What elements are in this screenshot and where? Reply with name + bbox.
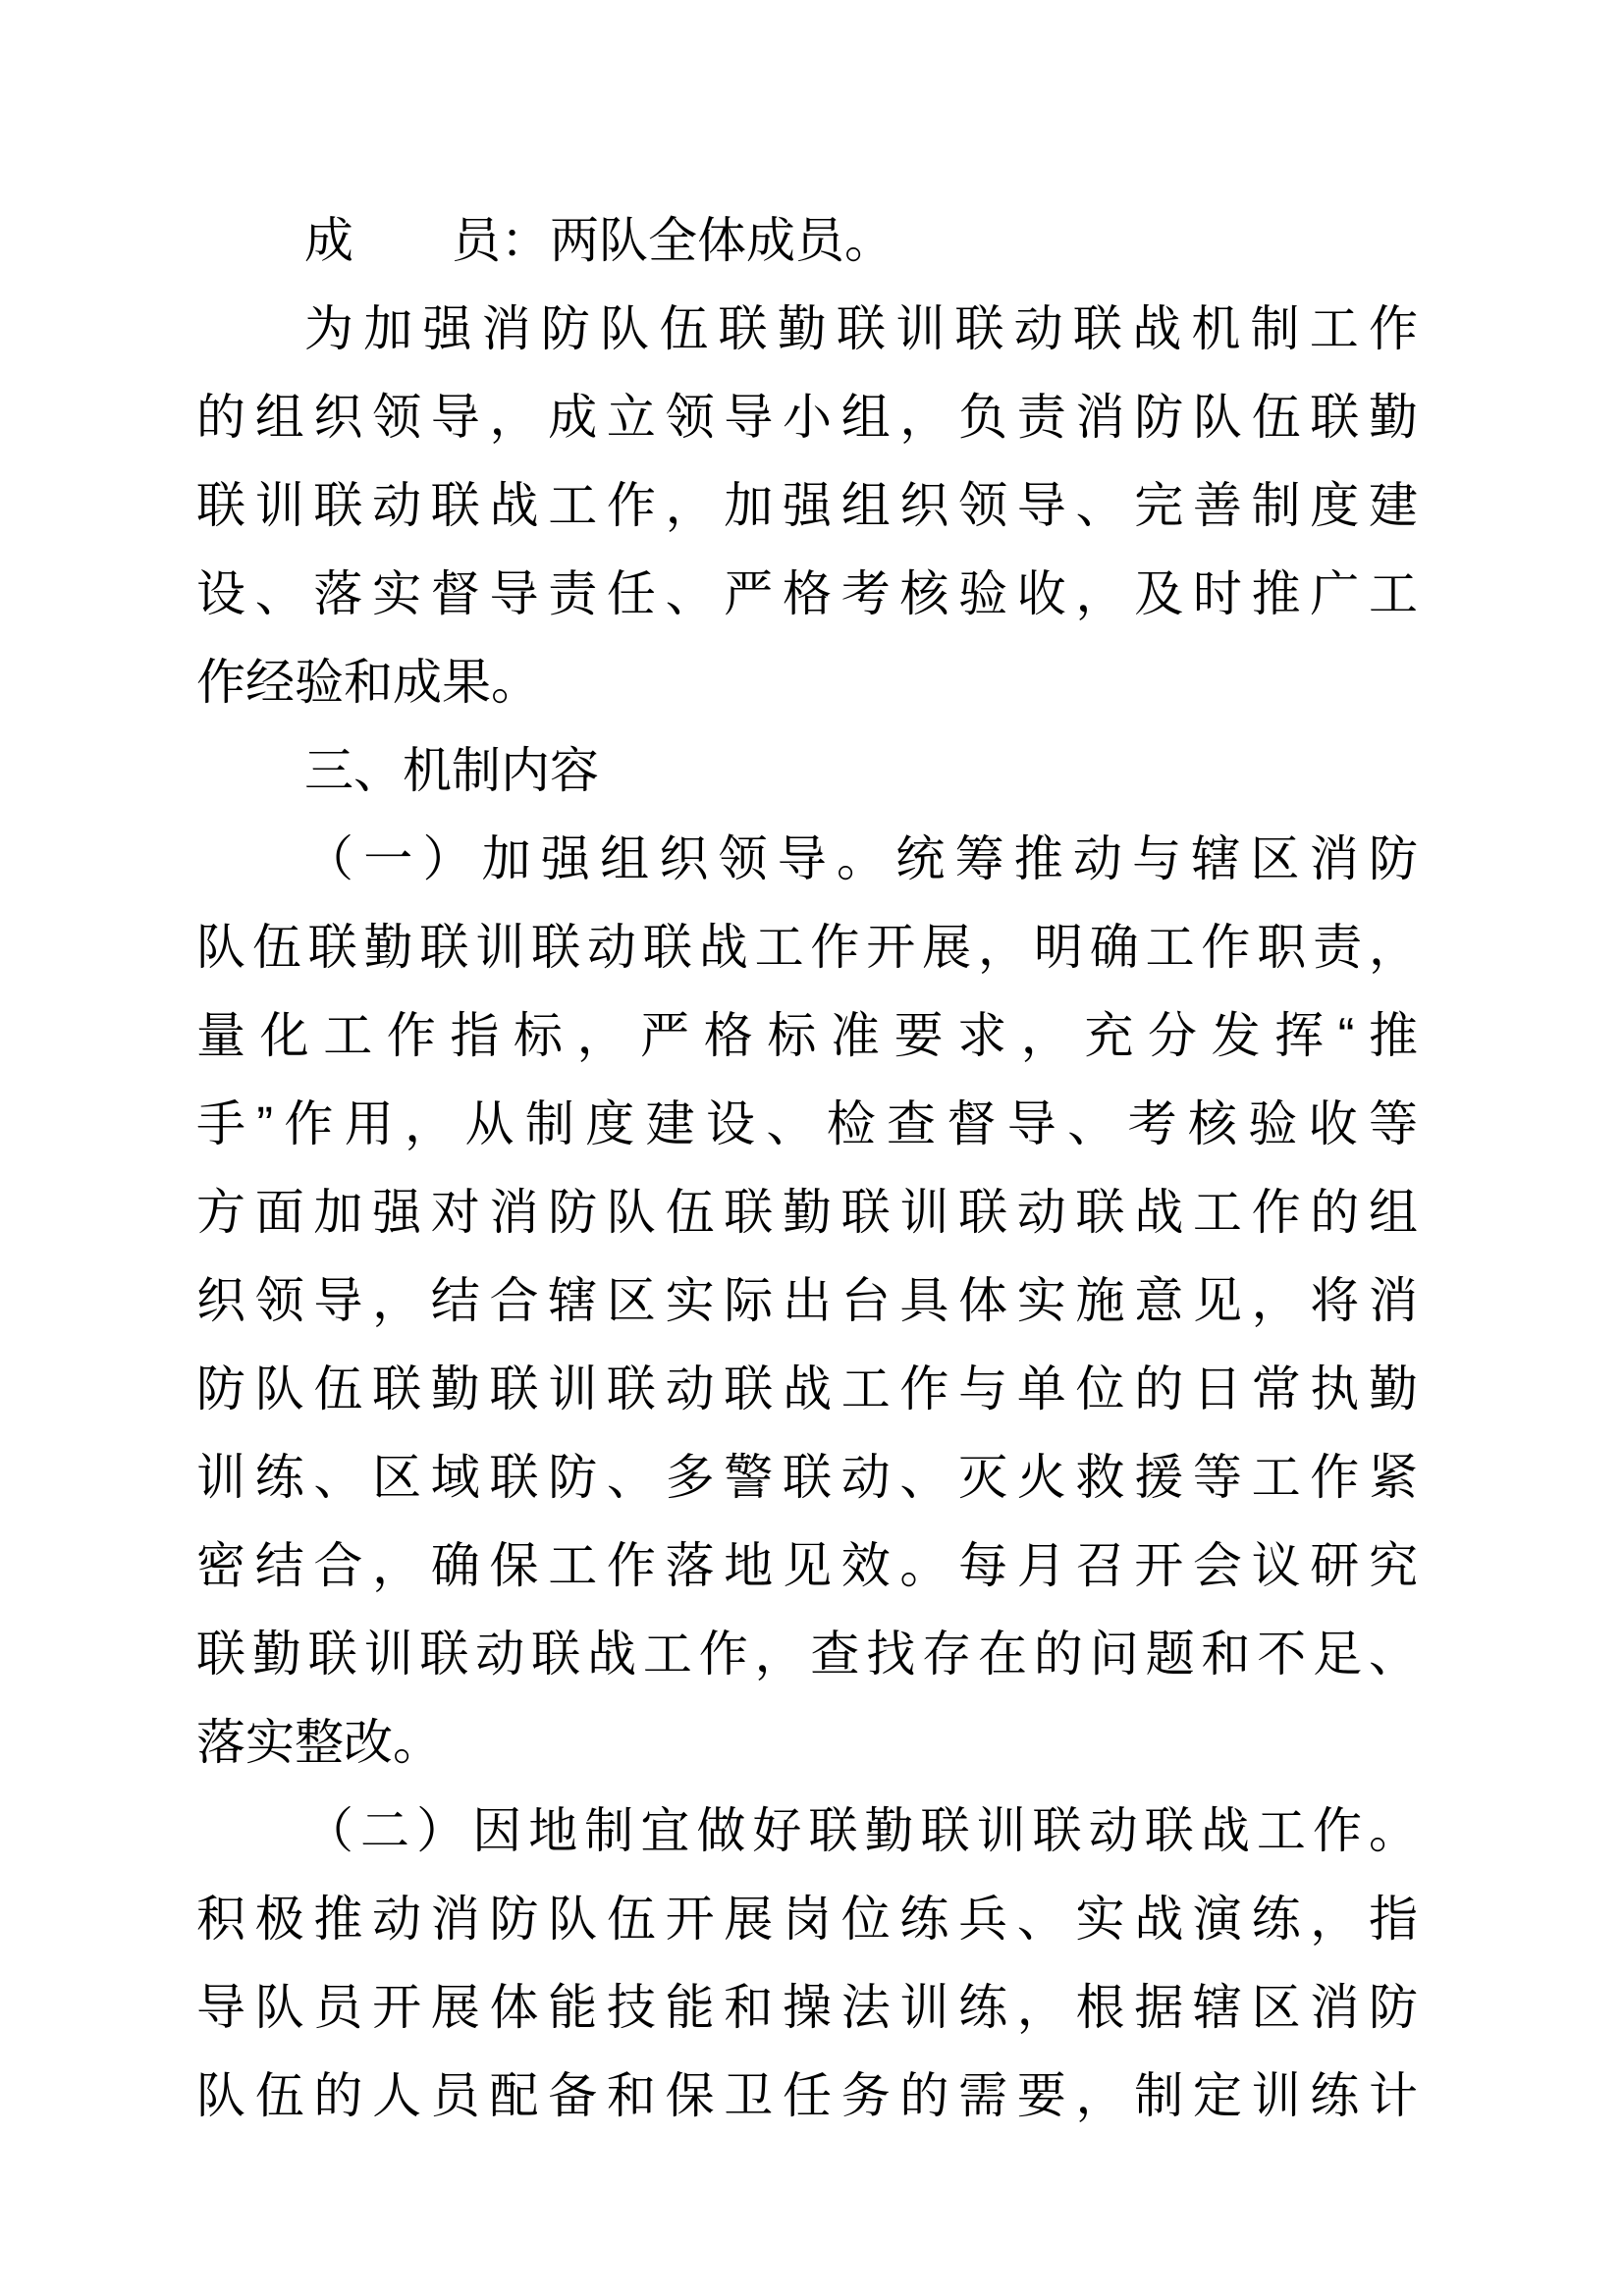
text-line: 三、机制内容 xyxy=(304,743,599,798)
text-line: 成 员：两队全体成员。 xyxy=(304,213,893,268)
text-line: 方面加强对消防队伍联勤联训联动联战工作的组 xyxy=(196,1185,1418,1240)
text-line: 联训联动联战工作，加强组织领导、完善制度建 xyxy=(196,478,1418,533)
text-line: 织领导，结合辖区实际出台具体实施意见，将消 xyxy=(196,1273,1418,1328)
text-line: 积极推动消防队伍开展岗位练兵、实战演练，指 xyxy=(196,1892,1418,1947)
text-line: 防队伍联勤联训联动联战工作与单位的日常执勤 xyxy=(196,1362,1418,1416)
text-line: 作经验和成果。 xyxy=(196,655,540,710)
text-line: 设、落实督导责任、严格考核验收，及时推广工 xyxy=(196,566,1418,621)
text-line: 落实整改。 xyxy=(196,1715,442,1770)
text-line: 的组织领导，成立领导小组，负责消防队伍联勤 xyxy=(196,390,1418,445)
text-line: 队伍的人员配备和保卫任务的需要，制定训练计 xyxy=(196,2068,1418,2123)
text-line: 队伍联勤联训联动联战工作开展，明确工作职责， xyxy=(196,920,1418,975)
text-line: 为加强消防队伍联勤联训联动联战机制工作 xyxy=(304,301,1418,356)
text-line: 训练、区域联防、多警联动、灭火救援等工作紧 xyxy=(196,1450,1418,1505)
text-line: （二）因地制宜做好联勤联训联动联战工作。 xyxy=(304,1803,1418,1858)
text-line: 导队员开展体能技能和操法训练，根据辖区消防 xyxy=(196,1980,1418,2035)
text-line: 密结合，确保工作落地见效。每月召开会议研究 xyxy=(196,1538,1418,1593)
text-line: 手”作用，从制度建设、检查督导、考核验收等 xyxy=(196,1096,1418,1151)
document-body xyxy=(196,196,1418,2140)
text-line: 联勤联训联动联战工作，查找存在的问题和不足、 xyxy=(196,1627,1418,1682)
text-line: （一）加强组织领导。统筹推动与辖区消防 xyxy=(304,831,1418,886)
text-line: 量化工作指标，严格标准要求，充分发挥“推 xyxy=(196,1008,1418,1063)
